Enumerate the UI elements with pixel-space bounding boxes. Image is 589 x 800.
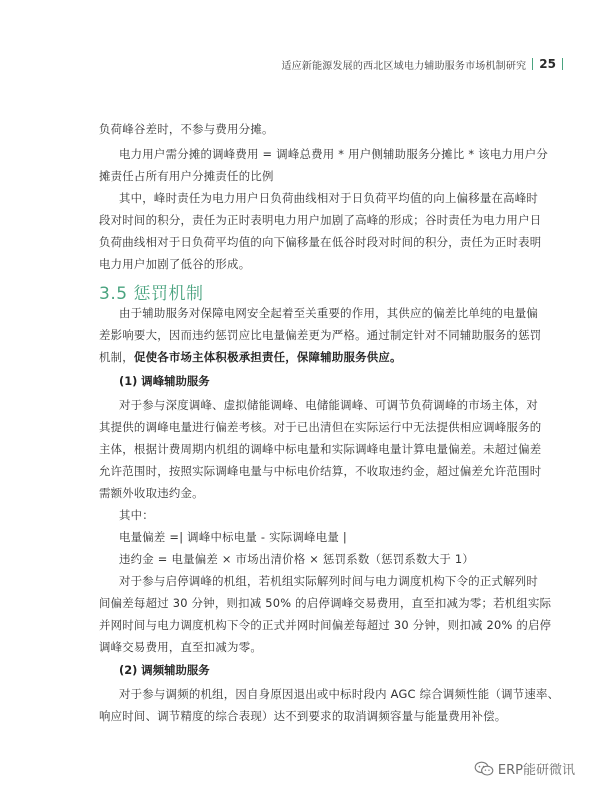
paragraph-line: 由于辅助服务对保障电网安全起着至关重要的作用，其供应的偏差比单纯的电量偏 <box>119 306 539 320</box>
paragraph-line: 摊责任占所有用户分摊责任的比例 <box>99 169 274 183</box>
header-divider-right <box>562 58 563 70</box>
running-header <box>281 56 563 72</box>
watermark <box>474 759 575 778</box>
paragraph-line: 调峰交易费用，直至扣减为零。 <box>99 640 262 654</box>
paragraph-line <box>99 349 402 365</box>
paragraph-line: 其中： <box>119 508 154 522</box>
paragraph-line: 电力用户需分摊的调峰费用 = 调峰总费用 * 用户侧辅助服务分摊比 * 该电力用户分 <box>119 147 549 161</box>
paragraph-line: 并网时间与电力调度机构下令的正式并网时间偏差每超过 30 分钟，则扣减 20% 的启停 <box>99 618 552 632</box>
bold-text-span: 促使各市场主体积极承担责任，保障辅助服务供应。 <box>133 350 402 364</box>
paragraph-line: 对于参与调频的机组，因自身原因退出或中标时段内 AGC 综合调频性能（调节速率、 <box>119 687 560 701</box>
formula-line: 电量偏差 =| 调峰中标电量 - 实际调峰电量 | <box>119 530 347 544</box>
paragraph-line: 负荷峰谷差时，不参与费用分摊。 <box>99 122 274 136</box>
subsection-heading: (1) 调峰辅助服务 <box>119 374 210 388</box>
paragraph-line: 电力用户加剧了低谷的形成。 <box>99 257 251 271</box>
paragraph-line: 间偏差每超过 30 分钟，则扣减 50% 的启停调峰交易费用，直至扣减为零；若机组实际 <box>99 596 552 610</box>
paragraph-line: 允许范围时，按照实际调峰电量与中标电价结算，不收取违约金，超过偏差允许范围时 <box>99 464 542 478</box>
paragraph-line: 其中，峰时责任为电力用户日负荷曲线相对于日负荷平均值的向上偏移量在高峰时 <box>119 191 539 205</box>
paragraph-line: 响应时间、调节精度的综合表现）达不到要求的取消调频容量与能量费用补偿。 <box>99 709 507 723</box>
paragraph-line: 负荷曲线相对于日负荷平均值的向下偏移量在低谷时段对时间的积分，责任为正时表明 <box>99 235 542 249</box>
section-heading: 3.5 惩罚机制 <box>99 284 204 304</box>
subsection-heading: (2) 调频辅助服务 <box>119 663 210 677</box>
watermark-text: ERP能研微讯 <box>497 763 575 778</box>
running-title: 适应新能源发展的西北区域电力辅助服务市场机制研究 <box>281 60 527 72</box>
paragraph-line: 差影响要大，因而违约惩罚应比电量偏差更为严格。通过制定针对不同辅助服务的惩罚 <box>99 328 542 342</box>
paragraph-line: 对于参与启停调峰的机组，若机组实际解列时间与电力调度机构下令的正式解列时 <box>119 574 539 588</box>
paragraph-line: 段对时间的积分，责任为正时表明电力用户加剧了高峰的形成；谷时责任为电力用户日 <box>99 213 542 227</box>
page-number: 25 <box>539 57 556 71</box>
paragraph-line: 对于参与深度调峰、虚拟储能调峰、电储能调峰、可调节负荷调峰的市场主体，对 <box>119 398 539 412</box>
paragraph-line: 主体，根据计费周期内机组的调峰中标电量和实际调峰电量计算电量偏差。未超过偏差 <box>99 442 542 456</box>
header-divider-left <box>532 58 533 70</box>
paragraph-line: 需额外收取违约金。 <box>99 486 204 500</box>
paragraph-line: 其提供的调峰电量进行偏差考核。对于已出清但在实际运行中无法提供相应调峰服务的 <box>99 420 542 434</box>
text-span: 机制， <box>99 350 134 364</box>
formula-line: 违约金 = 电量偏差 × 市场出清价格 × 惩罚系数（惩罚系数大于 1） <box>119 552 474 566</box>
wechat-icon <box>474 761 494 777</box>
